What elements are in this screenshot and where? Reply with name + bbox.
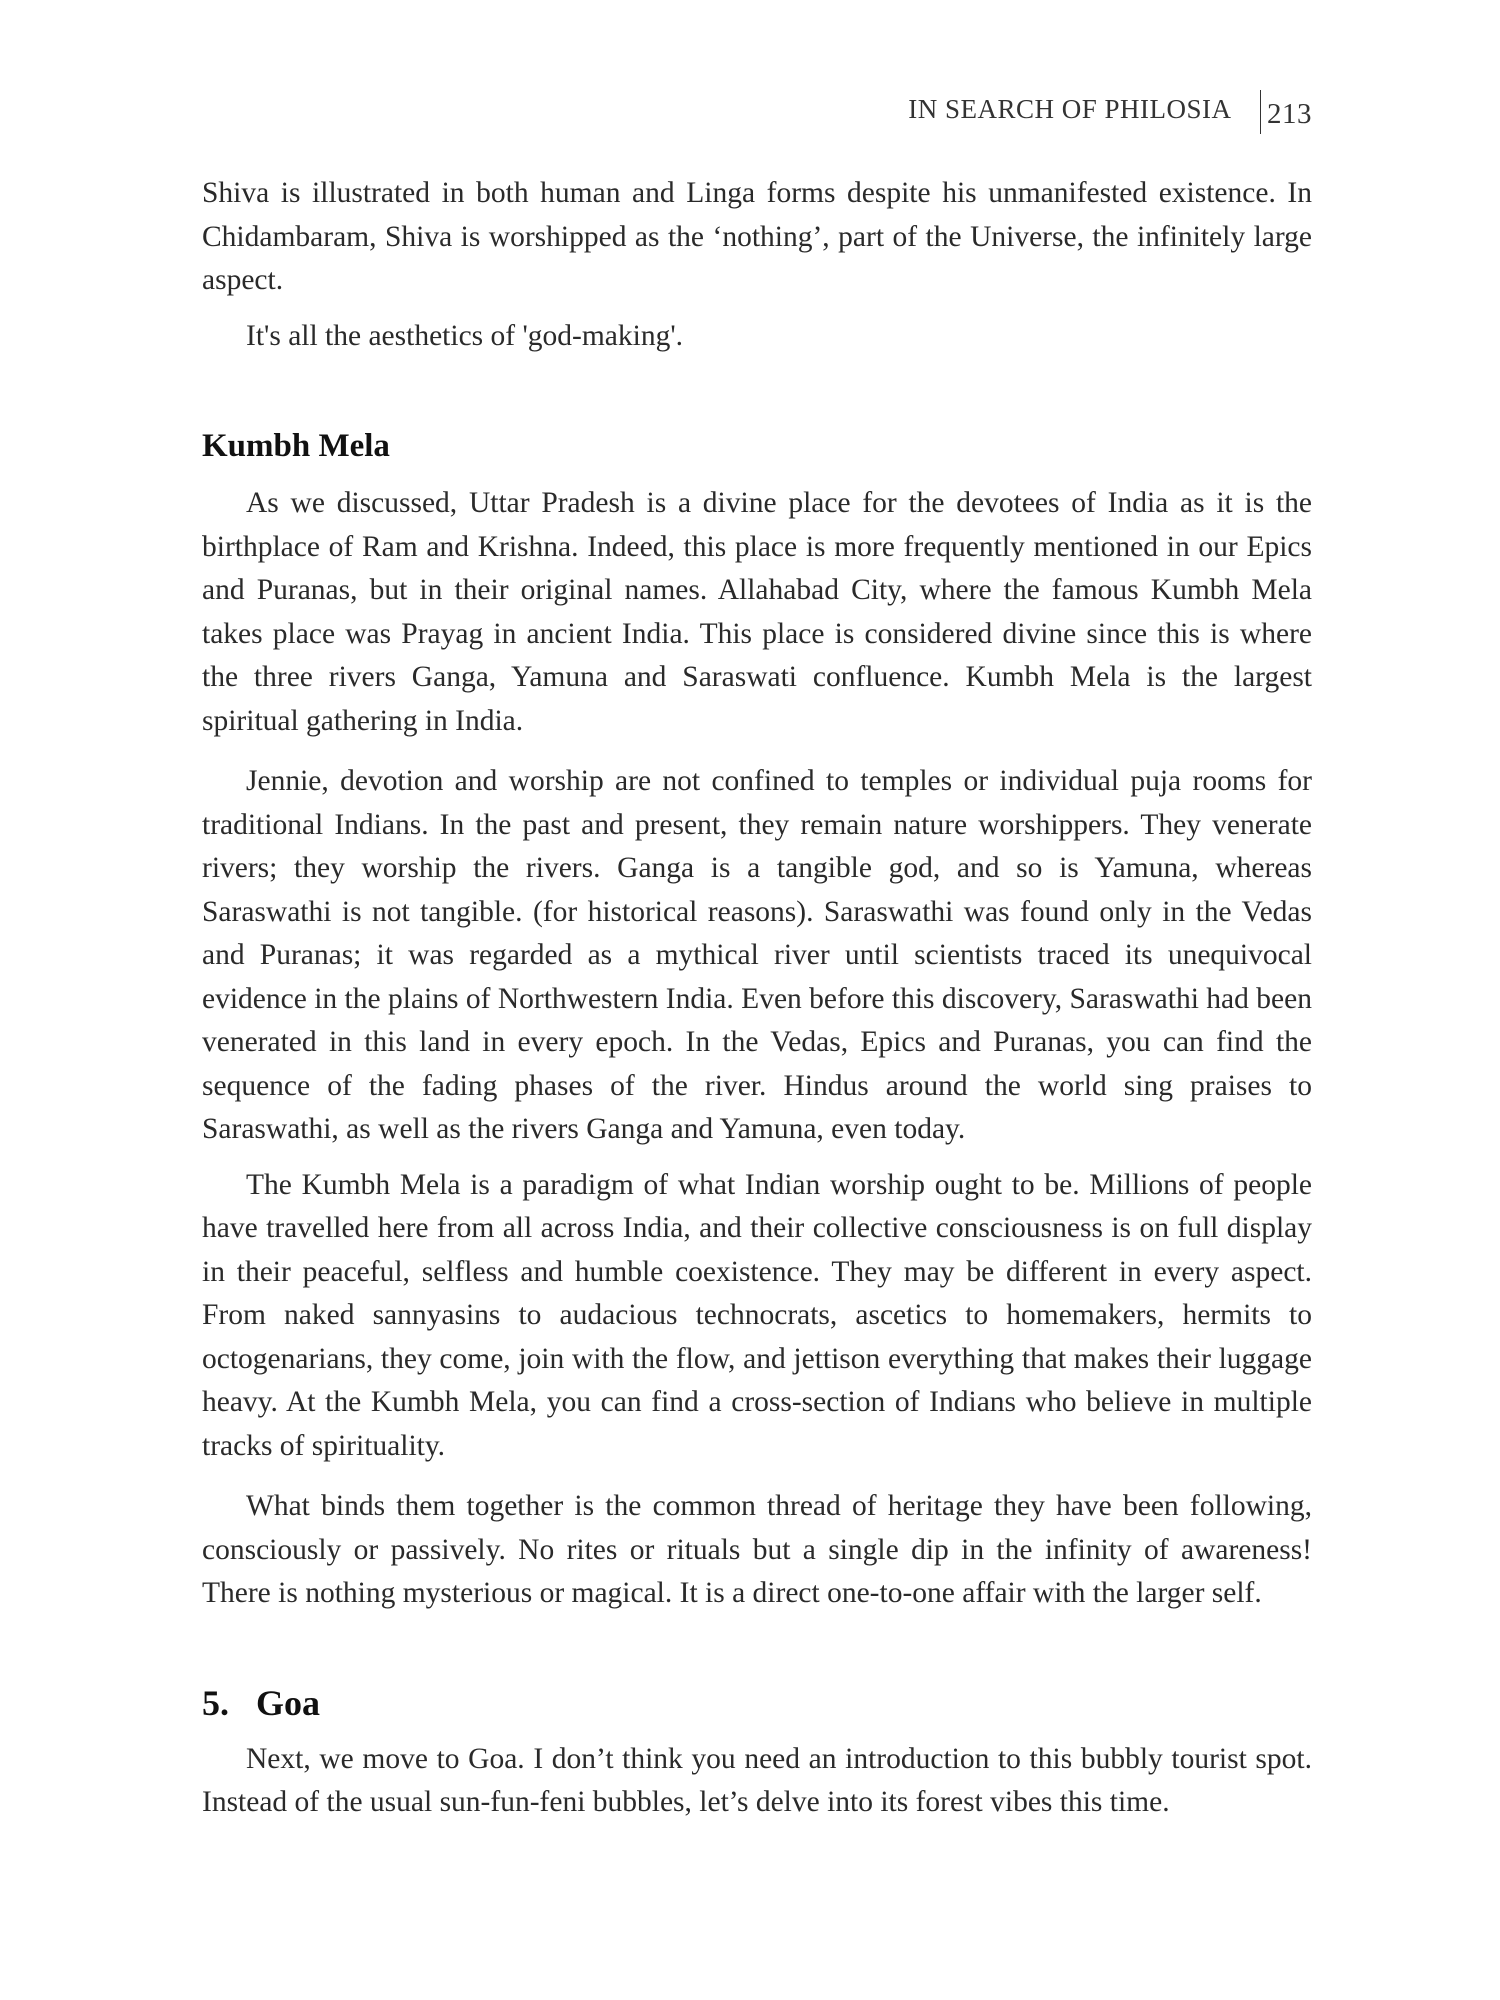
intro-paragraph-1: Shiva is illustrated in both human and Linga forms despite his unmanifested existence. In Chidambaram, Shiva is worshipped as the ‘nothing’, part of the Universe, the infinitely large aspect.	[202, 177, 1312, 296]
kumbh-paragraph-2: Jennie, devotion and worship are not confined to temples or individual puja rooms for traditional Indians. In the past and present, they remain nature worshippers. They venerate rivers; they worship the rivers. Ganga is a tangible god, and so is Yamuna, whereas Saraswathi is not tangible. (for historical reasons). Saraswathi was found only in the Vedas and Puranas; it was regarded as a mythical river until scientists traced its unequivocal evidence in the plains of Northwestern India. Even before this discovery, Saraswathi had been venerated in this land in every epoch. In the Vedas, Epics and Puranas, you can find the sequence of the fading phases of the river. Hindus around the world sing praises to Saraswathi, as well as the rivers Ganga and Yamuna, even today.	[202, 765, 1312, 1145]
section-heading-goa	[202, 1682, 1312, 1724]
kumbh-paragraph-3: The Kumbh Mela is a paradigm of what Indian worship ought to be. Millions of people have travelled here from all across India, and their collective consciousness is on full display in their peaceful, selfless and humble coexistence. They may be different in every aspect. From naked sannyasins to audacious technocrats, ascetics to homemakers, hermits to octogenarians, they come, join with the flow, and jettison everything that makes their luggage heavy. At the Kumbh Mela, you can find a cross-section of Indians who believe in multiple tracks of spirituality.	[202, 1168, 1312, 1462]
section-title: Goa	[256, 1682, 321, 1723]
page-number: 213	[1267, 98, 1312, 130]
goa-paragraph-1: Next, we move to Goa. I don’t think you need an introduction to this bubbly tourist spot. Instead of the usual sun-fun-feni bubbles, let’s delve into its forest vibes this time.	[202, 1742, 1312, 1818]
kumbh-paragraph-1: As we discussed, Uttar Pradesh is a divine place for the devotees of India as it is the birthplace of Ram and Krishna. Indeed, this place is more frequently mentioned in our Epics and Puranas, but in their original names. Allahabad City, where the famous Kumbh Mela takes place was Prayag in ancient India. This place is considered divine since this is where the three rivers Ganga, Yamuna and Saraswati confluence. Kumbh Mela is the largest spiritual gathering in India.	[202, 487, 1312, 737]
intro-paragraph-2: It's all the aesthetics of 'god-making'.	[246, 319, 684, 352]
running-head	[908, 88, 1312, 136]
section-number: 5.	[202, 1682, 229, 1723]
running-title: IN SEARCH OF PHILOSIA	[908, 94, 1232, 124]
book-page	[202, 0, 1312, 2000]
page-number-divider	[1260, 90, 1262, 134]
section-heading-kumbh-mela: Kumbh Mela	[202, 428, 390, 464]
body-text	[202, 172, 1312, 1825]
kumbh-paragraph-4: What binds them together is the common thread of heritage they have been following, consciously or passively. No rites or rituals but a single dip in the infinity of awareness! There is nothing mysterious or magical. It is a direct one-to-one affair with the larger self.	[202, 1490, 1312, 1609]
